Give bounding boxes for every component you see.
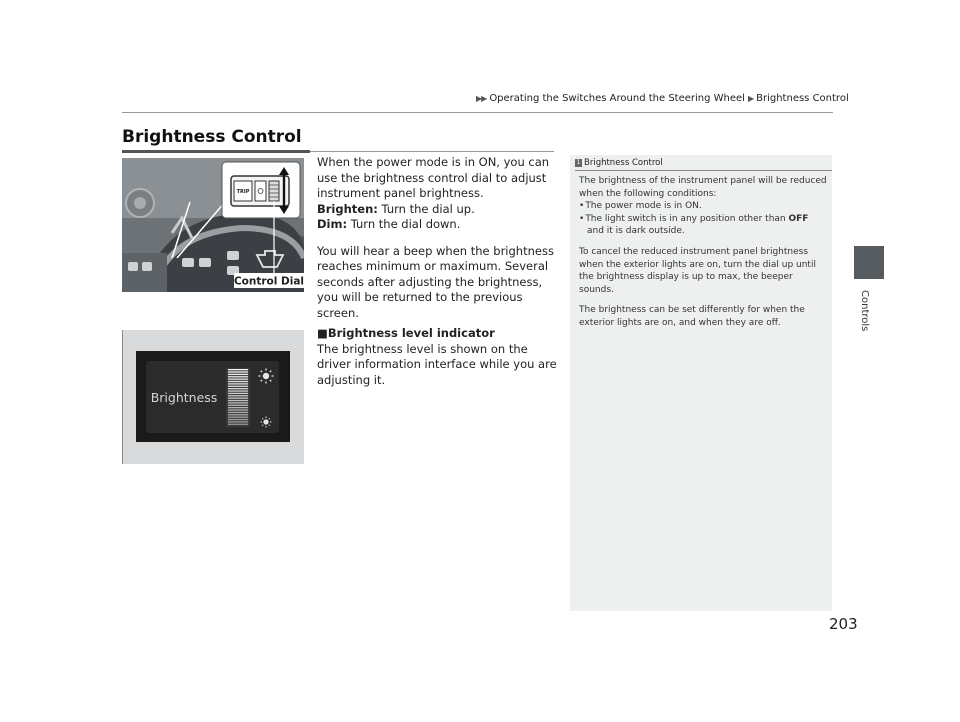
brightness-level-segment [228,388,248,389]
brighten-label: Brighten: [317,201,378,216]
brightness-level-segment [228,398,248,399]
beep-paragraph: You will hear a beep when the brightness reaches minimum or maximum. Several seconds after adjusting the brightness, you will be returned to the previous screen. [317,243,554,320]
control-dial-callout: Control Dial [233,275,304,288]
brightness-display-label: Brightness [150,390,218,405]
brightness-level-segment [228,424,248,425]
brightness-level-segment [228,374,248,375]
dim-instruction [317,217,557,233]
note-intro: The brightness of the instrument panel will be reduced when the following conditions: [579,176,827,199]
brightness-level-segment [228,419,248,420]
indicator-section [317,326,557,388]
brightness-level-segment [228,414,248,415]
page-number: 203 [829,615,858,633]
arrow-icon: ▶ [747,94,754,103]
dim-text: Turn the dial down. [347,217,461,231]
note-title-text: Brightness Control [584,158,663,168]
brightness-level-segment [228,390,248,391]
brightness-level-segment [228,402,248,403]
brightness-level-segment [228,400,248,401]
brightness-level-segment [228,421,248,422]
brightness-level-segment [228,381,248,382]
brightness-level-segment [228,393,248,394]
breadcrumb [476,93,849,104]
dim-label: Dim: [317,217,348,231]
brightness-level-segment [228,407,248,408]
body-text [317,155,557,321]
note-bullet-continuation: and it is dark outside. [587,226,685,237]
indicator-paragraph: The brightness level is shown on the driver information interface while you are adjusting it. [317,341,557,387]
brightness-level-segment [228,369,248,370]
brightness-level-segment [228,371,248,372]
brightness-level-segment [228,417,248,418]
brightness-level-segment [228,409,248,410]
breadcrumb-item[interactable]: Operating the Switches Around the Steering Wheel [489,93,745,104]
title-rule [122,151,554,152]
control-dial-illustration [122,158,304,292]
note-bullet [579,213,829,226]
note-bullet: • The power mode is in ON. [579,200,829,213]
double-arrow-icon: ▶▶ [476,94,487,103]
note-paragraph: To cancel the reduced instrument panel brightness when the exterior lights are on, turn the dial up until the brightness display is up to max, the beeper sounds. [579,246,816,295]
side-tab-label[interactable]: Controls [859,290,870,332]
brightness-level-segment [228,395,248,396]
note-rule [575,170,832,171]
brighten-text: Turn the dial up. [377,201,475,216]
brightness-display-illustration [122,330,304,464]
note-bullet-bold: OFF [788,213,809,224]
note-text [579,175,829,330]
brighten-instruction [317,202,557,218]
side-tab-marker[interactable] [854,246,884,279]
note-number-badge: 1 [576,158,581,166]
brightness-level-segment [228,383,248,384]
note-title [575,158,663,168]
section-title: Brightness Control [122,127,302,147]
brightness-level-segment [228,379,248,380]
indicator-heading: ■Brightness level indicator [317,326,495,340]
trip-button-label: TRIP [236,189,250,195]
breadcrumb-item[interactable]: Brightness Control [756,93,849,104]
brightness-level-segment [228,405,248,406]
note-paragraph: The brightness can be set differently for when the exterior lights are on, and when they are off. [579,305,805,328]
brightness-level-segment [228,376,248,377]
intro-paragraph: When the power mode is in ON, you can use the brightness control dial to adjust instrument panel brightness. [317,155,550,200]
brightness-level-segment [228,412,248,413]
note-bullet-text: The light switch is in any position other than [585,213,789,224]
header-rule [122,112,833,113]
brightness-level-segment [228,386,248,387]
